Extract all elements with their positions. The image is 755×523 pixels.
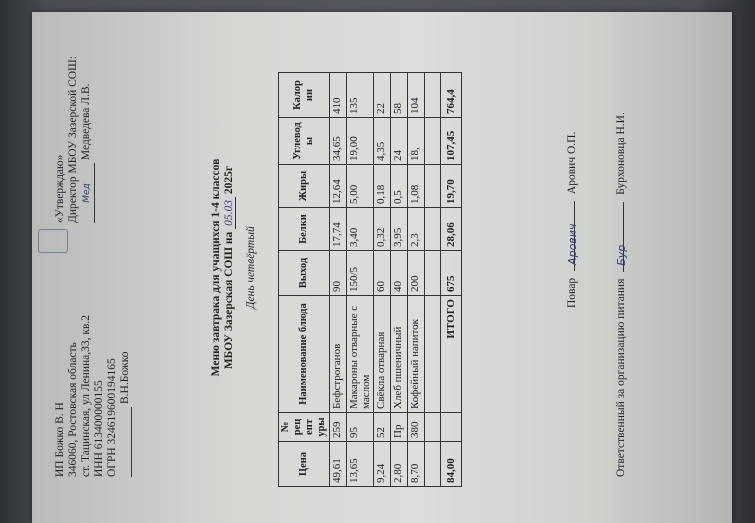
cell-dish: Бефстроганов xyxy=(330,296,347,413)
cell-price: 9,24 xyxy=(374,442,391,487)
cell-carbs: 19,00 xyxy=(347,118,374,165)
menu-title-suffix: 2025г xyxy=(223,165,235,195)
cell-output: 150/5 xyxy=(347,251,374,296)
approval-line-2: Директор МБОУ Зазерской СОШ: xyxy=(67,56,79,223)
cell-dish: Кофейный напиток xyxy=(408,296,425,413)
cell-fats: 0,5 xyxy=(391,165,408,208)
cell-carbs: 18, xyxy=(408,118,425,165)
cell-calories: 135 xyxy=(347,73,374,118)
menu-title-prefix: МБОУ Зазерская СОШ на xyxy=(223,231,235,370)
menu-title-line-2 xyxy=(223,12,236,523)
supplier-inn: ИНН 613400000155 xyxy=(93,380,105,477)
cell-empty xyxy=(425,208,441,251)
day-label: День четвёртый xyxy=(245,226,257,309)
cell-calories: 22 xyxy=(374,73,391,118)
cell-proteins: 17,74 xyxy=(330,208,347,251)
cell-calories: 410 xyxy=(330,73,347,118)
supplier-address-2: ст. Тацинская, ул Ленина,33, кв.2 xyxy=(80,315,92,477)
table-row xyxy=(391,73,408,487)
total-proteins: 28,06 xyxy=(441,208,462,251)
cell-recipe: 380 xyxy=(408,413,425,442)
header-recipe: № рец епт уры xyxy=(279,413,330,442)
cell-recipe: Пр xyxy=(391,413,408,442)
total-carbs: 107,45 xyxy=(441,118,462,165)
supplier-block xyxy=(54,247,132,477)
cook-scribble: Арович xyxy=(566,223,579,265)
total-fats: 19,70 xyxy=(441,165,462,208)
cell-dish: Хлеб пшеничный xyxy=(391,296,408,413)
table-total-row xyxy=(441,73,462,487)
cell-empty xyxy=(425,251,441,296)
cell-dish: Свёкла отварная xyxy=(374,296,391,413)
responsible-label: Ответственный за организацию питания xyxy=(615,278,627,477)
menu-title-line-1: Меню завтрака для учащихся 1-4 классов xyxy=(210,158,222,377)
cell-calories: 58 xyxy=(391,73,408,118)
cook-signature xyxy=(565,132,579,308)
responsible-scribble: Бур xyxy=(615,244,628,266)
signature-line xyxy=(131,407,132,477)
stamp xyxy=(38,229,68,253)
cell-fats: 1,08 xyxy=(408,165,425,208)
total-calories: 764,4 xyxy=(441,73,462,118)
cell-carbs: 34,65 xyxy=(330,118,347,165)
cell-empty xyxy=(441,413,462,442)
cook-label: Повар xyxy=(566,277,578,308)
cell-calories: 104 xyxy=(408,73,425,118)
header-dish: Наименование блюда xyxy=(279,296,330,413)
header-proteins: Белки xyxy=(279,208,330,251)
cell-empty xyxy=(425,165,441,208)
approval-signature-scribble: Мед xyxy=(81,163,95,223)
total-label: ИТОГО xyxy=(441,296,462,413)
cell-empty xyxy=(425,73,441,118)
supplier-ogrn: ОГРН 324619600194165 xyxy=(106,358,118,477)
cell-price: 8,70 xyxy=(408,442,425,487)
cell-output: 40 xyxy=(391,251,408,296)
cell-proteins: 2,3 xyxy=(408,208,425,251)
cell-price: 13,65 xyxy=(347,442,374,487)
approval-signature-row xyxy=(80,13,95,223)
table-header-row xyxy=(279,73,330,487)
cell-recipe: 52 xyxy=(374,413,391,442)
cell-dish: Макароны отварные с маслом xyxy=(347,296,374,413)
header-carbs: Углевод ы xyxy=(279,118,330,165)
responsible-signature xyxy=(614,112,628,477)
menu-table xyxy=(278,72,462,487)
cell-output: 90 xyxy=(330,251,347,296)
cell-output: 60 xyxy=(374,251,391,296)
responsible-name: Бурхоновца Н.И. xyxy=(615,112,627,195)
supplier-signature-row xyxy=(119,247,132,477)
header-calories: Калор ии xyxy=(279,73,330,118)
cell-fats: 0,18 xyxy=(374,165,391,208)
menu-date: 05.03 xyxy=(223,197,236,229)
paper-sheet xyxy=(32,12,732,523)
cook-signature-line xyxy=(566,201,579,271)
cell-recipe: 259 xyxy=(330,413,347,442)
header-price: Цена xyxy=(279,442,330,487)
approval-block xyxy=(54,13,95,223)
document xyxy=(32,12,732,523)
cook-name: Арович О.П. xyxy=(566,131,578,195)
menu-title xyxy=(210,12,236,523)
table-row xyxy=(330,73,347,487)
cell-proteins: 3,40 xyxy=(347,208,374,251)
cell-empty xyxy=(425,442,441,487)
responsible-signature-line xyxy=(615,202,628,272)
cell-output: 200 xyxy=(408,251,425,296)
table-row xyxy=(374,73,391,487)
supplier-address-1: 346060, Ростовская область xyxy=(67,342,79,477)
supplier-name: ИП Божко В. Н xyxy=(54,402,66,477)
cell-empty xyxy=(425,118,441,165)
cell-recipe: 95 xyxy=(347,413,374,442)
cell-empty xyxy=(425,296,441,413)
approval-line-1: «Утверждаю» xyxy=(54,154,66,223)
cell-proteins: 0,32 xyxy=(374,208,391,251)
cell-empty xyxy=(425,413,441,442)
header-output: Выход xyxy=(279,251,330,296)
cell-proteins: 3,95 xyxy=(391,208,408,251)
cell-price: 49,61 xyxy=(330,442,347,487)
table-row xyxy=(408,73,425,487)
cell-fats: 12,64 xyxy=(330,165,347,208)
table-row xyxy=(347,73,374,487)
cell-carbs: 4,35 xyxy=(374,118,391,165)
table-row-empty xyxy=(425,73,441,487)
cell-price: 2,80 xyxy=(391,442,408,487)
total-output: 675 xyxy=(441,251,462,296)
cell-fats: 5,00 xyxy=(347,165,374,208)
header-fats: Жиры xyxy=(279,165,330,208)
approval-signer: Медведева Л.В. xyxy=(80,83,92,161)
cell-carbs: 24 xyxy=(391,118,408,165)
total-price: 84,00 xyxy=(441,442,462,487)
supplier-signature-name: В.Н.Божко xyxy=(119,351,131,404)
